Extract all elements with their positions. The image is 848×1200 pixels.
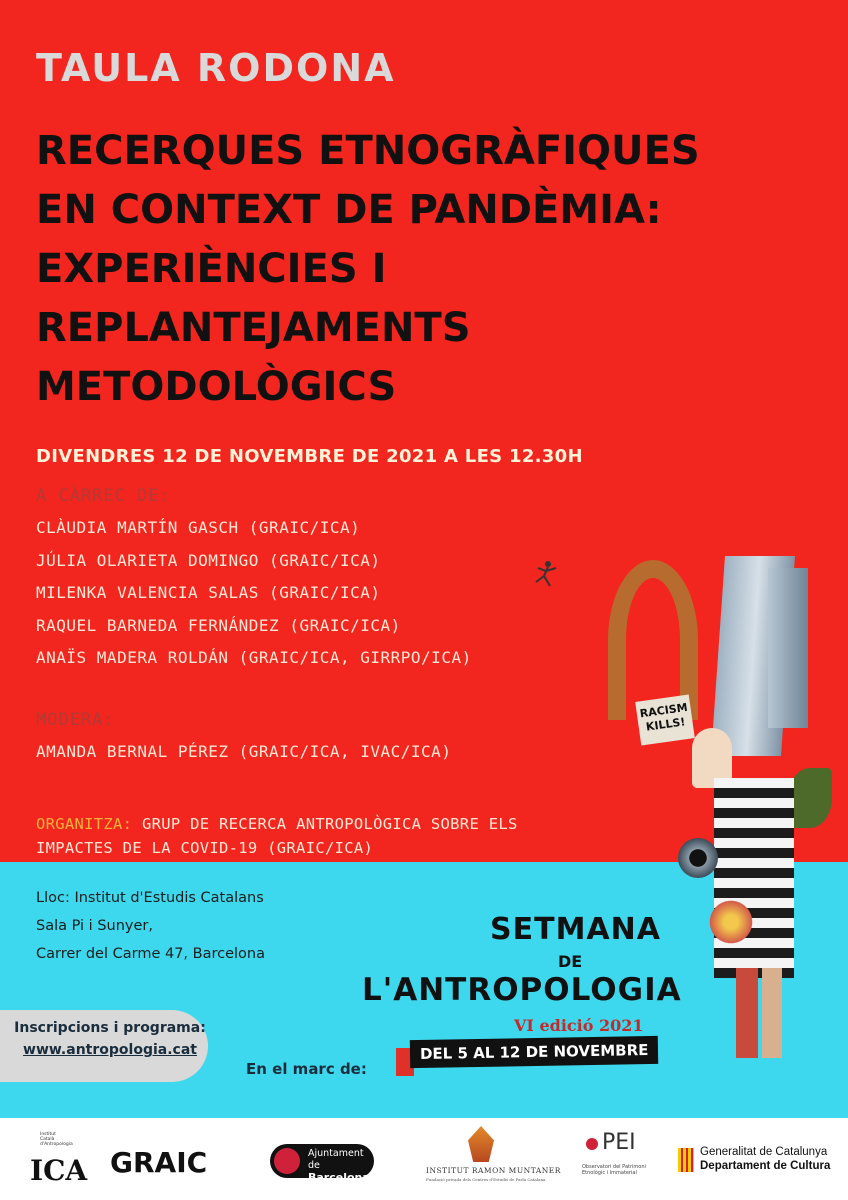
event-date: DIVENDRES 12 DE NOVEMBRE DE 2021 A LES 12.30H <box>36 446 583 467</box>
opei-mark: PEI <box>602 1130 636 1155</box>
leg-shape <box>762 968 782 1058</box>
organizer-line2: IMPACTES DE LA COVID-19 (GRAIC/ICA) <box>36 839 374 857</box>
protest-sign: RACISM KILLS! <box>635 694 695 745</box>
registration-label: Inscripcions i programa: <box>14 1020 206 1036</box>
opei-logo <box>582 1130 664 1190</box>
edition-year: 2021 <box>598 1016 644 1035</box>
ica-line: Català <box>40 1137 55 1142</box>
event-kicker: TAULA RODONA <box>36 46 396 90</box>
irm-crest-icon <box>468 1126 494 1162</box>
speaker-item: RAQUEL BARNEDA FERNÁNDEZ (GRAIC/ICA) <box>36 615 401 635</box>
title-line: METODOLÒGICS <box>36 364 397 410</box>
sponsor-logos <box>0 1118 848 1200</box>
venue-line: Lloc: Institut d'Estudis Catalans <box>36 890 264 906</box>
plant-shape <box>788 768 832 828</box>
speakers-list <box>36 516 472 679</box>
speaker-item: MILENKA VALENCIA SALAS (GRAIC/ICA) <box>36 583 381 602</box>
barcelona-seal-icon <box>274 1148 300 1174</box>
ica-line: Institut <box>40 1132 56 1137</box>
ajuntament-line2: Barcelona <box>308 1171 370 1184</box>
moderator-label: MODERA: <box>36 710 115 730</box>
title-line: REPLANTEJAMENTS <box>36 305 471 351</box>
organizer-line1: GRUP DE RECERCA ANTROPOLÒGICA SOBRE ELS <box>132 815 518 833</box>
event-title <box>36 122 736 417</box>
opei-dot-icon <box>586 1138 598 1150</box>
logo-word-de: DE <box>558 952 583 971</box>
title-line: RECERQUES ETNOGRÀFIQUES <box>36 128 700 174</box>
skyscraper-shape <box>768 568 808 728</box>
senyera-flag-icon <box>678 1148 694 1172</box>
speaker-item: CLÀUDIA MARTÍN GASCH (GRAIC/ICA) <box>36 518 361 537</box>
logo-dates: DEL 5 AL 12 DE NOVEMBRE <box>410 1036 659 1068</box>
ajuntament-barcelona-logo <box>270 1144 374 1184</box>
registration-link[interactable]: www.antropologia.cat <box>23 1042 197 1058</box>
title-line: EN CONTEXT DE PANDÈMIA: <box>36 187 662 233</box>
venue-line: Sala Pi i Sunyer, <box>36 918 153 934</box>
ica-mark: ICA <box>30 1154 88 1187</box>
registration-pill <box>0 1010 208 1082</box>
speaker-item: ANAÏS MADERA ROLDÁN (GRAIC/ICA, GIRRPO/ICA) <box>36 648 472 667</box>
institut-ramon-muntaner-logo <box>426 1126 561 1192</box>
venue-block <box>36 884 265 968</box>
speaker-item: JÚLIA OLARIETA DOMINGO (GRAIC/ICA) <box>36 550 381 570</box>
title-line: EXPERIÈNCIES I <box>36 246 387 292</box>
edition-label: VI edició <box>514 1016 594 1035</box>
generalitat-logo <box>678 1146 838 1186</box>
ica-line: d'Antropologia <box>40 1142 73 1147</box>
generalitat-line1: Generalitat de Catalunya <box>700 1146 828 1158</box>
irm-subtitle: Fundació privada dels Centres d'Estudis de Parla Catalana <box>426 1177 546 1182</box>
opei-subtitle: Observatori del Patrimoni Etnològic i Immaterial <box>582 1164 646 1176</box>
ajuntament-line1: Ajuntament de <box>308 1148 364 1171</box>
logo-word-setmana: SETMANA <box>490 912 661 947</box>
organizer-label: ORGANITZA: <box>36 815 133 833</box>
moderator-name: AMANDA BERNAL PÉREZ (GRAIC/ICA, IVAC/ICA) <box>36 742 452 761</box>
speakers-label: A CÀRREC DE: <box>36 486 171 506</box>
irm-name: INSTITUT RAMON MUNTANER <box>426 1166 561 1175</box>
framework-label: En el marc de: <box>246 1060 367 1078</box>
logo-word-antropologia: L'ANTROPOLOGIA <box>362 972 682 1008</box>
ica-logo-text <box>40 1132 73 1147</box>
striped-dress-shape <box>714 778 794 978</box>
leg-shape <box>736 968 758 1058</box>
camera-lens-icon <box>678 838 718 878</box>
graic-logo: GRAIC <box>110 1146 208 1179</box>
generalitat-line2: Departament de Cultura <box>700 1160 831 1172</box>
venue-line: Carrer del Carme 47, Barcelona <box>36 946 265 962</box>
ica-logo <box>30 1132 88 1187</box>
flower-shape <box>704 900 758 944</box>
collage-illustration <box>528 548 838 1068</box>
dancer-figure-icon <box>532 560 558 590</box>
